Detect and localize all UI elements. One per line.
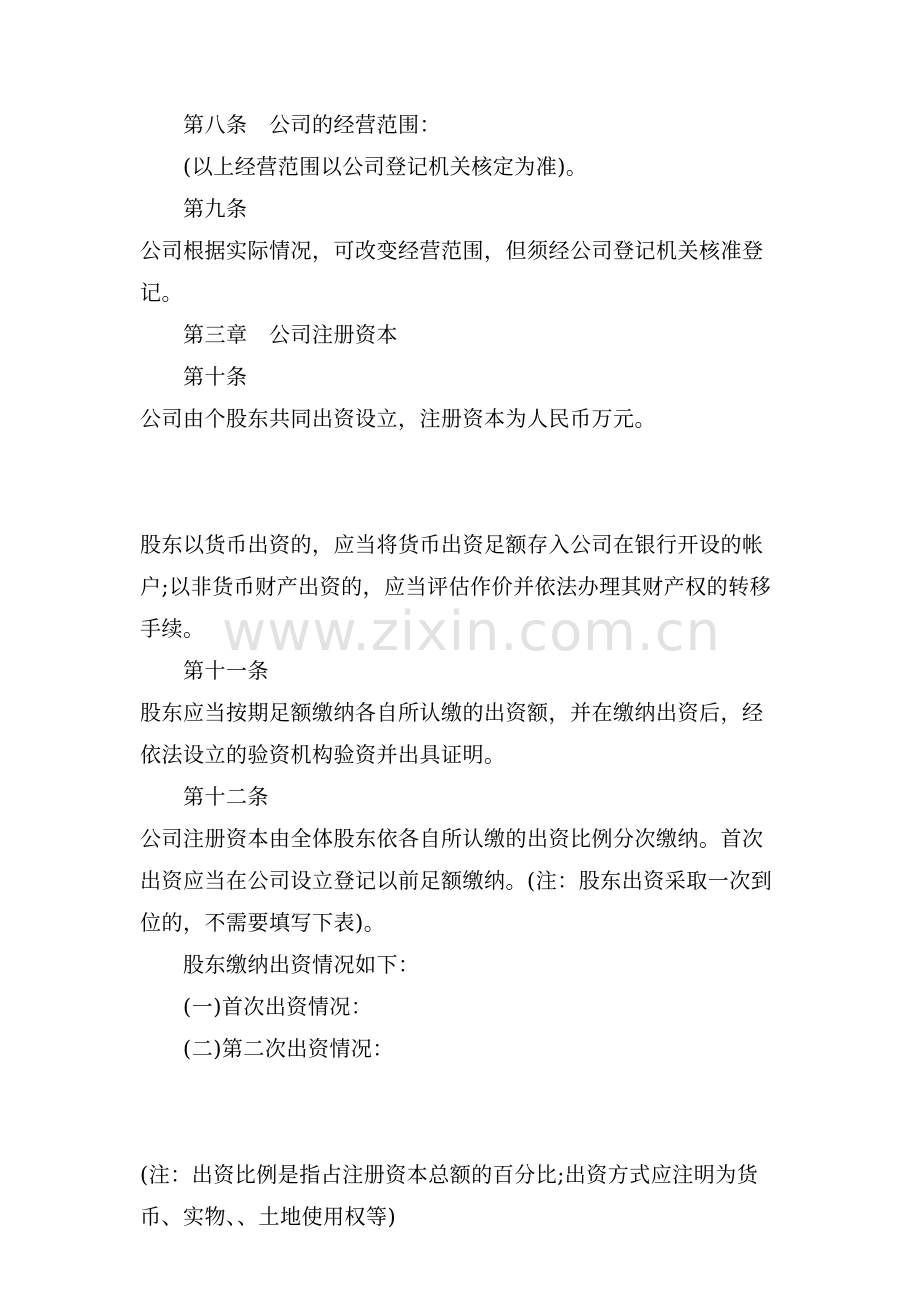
paragraph: 公司由个股东共同出资设立，注册资本为人民币万元。 bbox=[140, 407, 656, 431]
paragraph: 股东应当按期足额缴纳各自所认缴的出资额，并在缴纳出资后，经依法设立的验资机构验资并出具证明。 bbox=[140, 701, 764, 767]
paragraph: 公司根据实际情况，可改变经营范围，但须经公司登记机关核准登记。 bbox=[140, 239, 764, 305]
paragraph: (一)首次出资情况： bbox=[183, 995, 373, 1019]
paragraph: 股东以货币出资的，应当将货币出资足额存入公司在银行开设的帐户;以非货币财产出资的，应当评估作价并依法办理其财产权的转移手续。 bbox=[140, 533, 772, 641]
blank-line bbox=[140, 461, 780, 503]
blank-line bbox=[140, 1091, 780, 1133]
watermark: www.zixin.com.cn bbox=[222, 600, 721, 663]
paragraph: 第三章 公司注册资本 bbox=[183, 323, 398, 347]
document-body bbox=[140, 104, 780, 1238]
paragraph: 公司注册资本由全体股东依各自所认缴的出资比例分次缴纳。首次出资应当在公司设立登记以前足额缴纳。(注：股东出资采取一次到位的，不需要填写下表)。 bbox=[140, 827, 773, 935]
paragraph: (以上经营范围以公司登记机关核定为准)。 bbox=[183, 155, 588, 179]
paragraph: (二)第二次出资情况： bbox=[183, 1037, 394, 1061]
paragraph: (注：出资比例是指占注册资本总额的百分比;出资方式应注明为货币、实物、、土地使用权等) bbox=[140, 1163, 759, 1229]
paragraph: 第十二条 bbox=[183, 785, 269, 809]
paragraph: 股东缴纳出资情况如下： bbox=[183, 953, 420, 977]
paragraph: 第十一条 bbox=[183, 659, 269, 683]
paragraph: 第十条 bbox=[183, 365, 248, 389]
paragraph: 第八条 公司的经营范围： bbox=[183, 113, 441, 137]
paragraph: 第九条 bbox=[183, 197, 248, 221]
